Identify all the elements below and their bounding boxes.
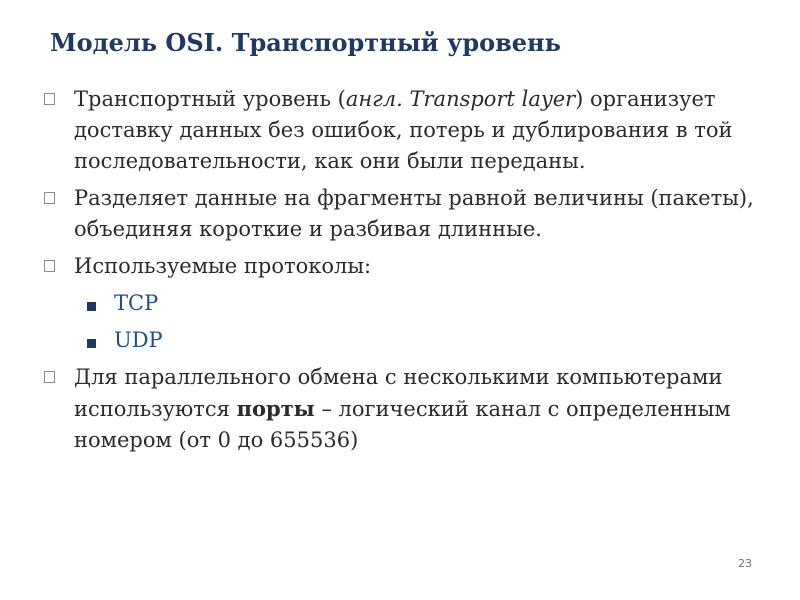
bullet-ports — [40, 362, 760, 456]
bullet-text-italic: англ. Transport layer — [345, 87, 576, 111]
slide-title: Модель OSI. Транспортный уровень — [50, 28, 561, 57]
bullet-fragments — [40, 183, 760, 245]
subitem-text: UDP — [114, 328, 163, 352]
empty-square-icon — [44, 260, 55, 272]
empty-square-icon — [44, 93, 55, 105]
bullet-text-part2: – логический канал с определенным номером (от 0 до 655536) — [74, 397, 731, 452]
bullet-text: Используемые протоколы: — [74, 254, 372, 278]
slide-content — [40, 84, 760, 462]
bullet-text-part2: ) организует доставку данных без ошибок, потерь и дублирования в той последовательности, как они были переданы. — [74, 87, 733, 173]
subitem-udp — [40, 325, 760, 356]
bullet-transport-layer — [40, 84, 760, 177]
filled-square-icon — [87, 339, 96, 348]
subitem-tcp — [40, 288, 760, 319]
empty-square-icon — [44, 371, 55, 383]
bullet-text-part1: Для параллельного обмена с несколькими компьютерами используются — [74, 365, 723, 421]
bullet-text: Разделяет данные на фрагменты равной величины (пакеты), объединяя короткие и разбивая длинные. — [74, 186, 754, 241]
filled-square-icon — [87, 302, 96, 311]
bullet-text-part1: Транспортный уровень ( — [74, 87, 346, 111]
empty-square-icon — [44, 192, 55, 204]
bullet-protocols — [40, 251, 760, 282]
page-number: 23 — [738, 557, 752, 570]
subitem-text: TCP — [114, 291, 159, 315]
bullet-text-bold: порты — [236, 396, 315, 421]
